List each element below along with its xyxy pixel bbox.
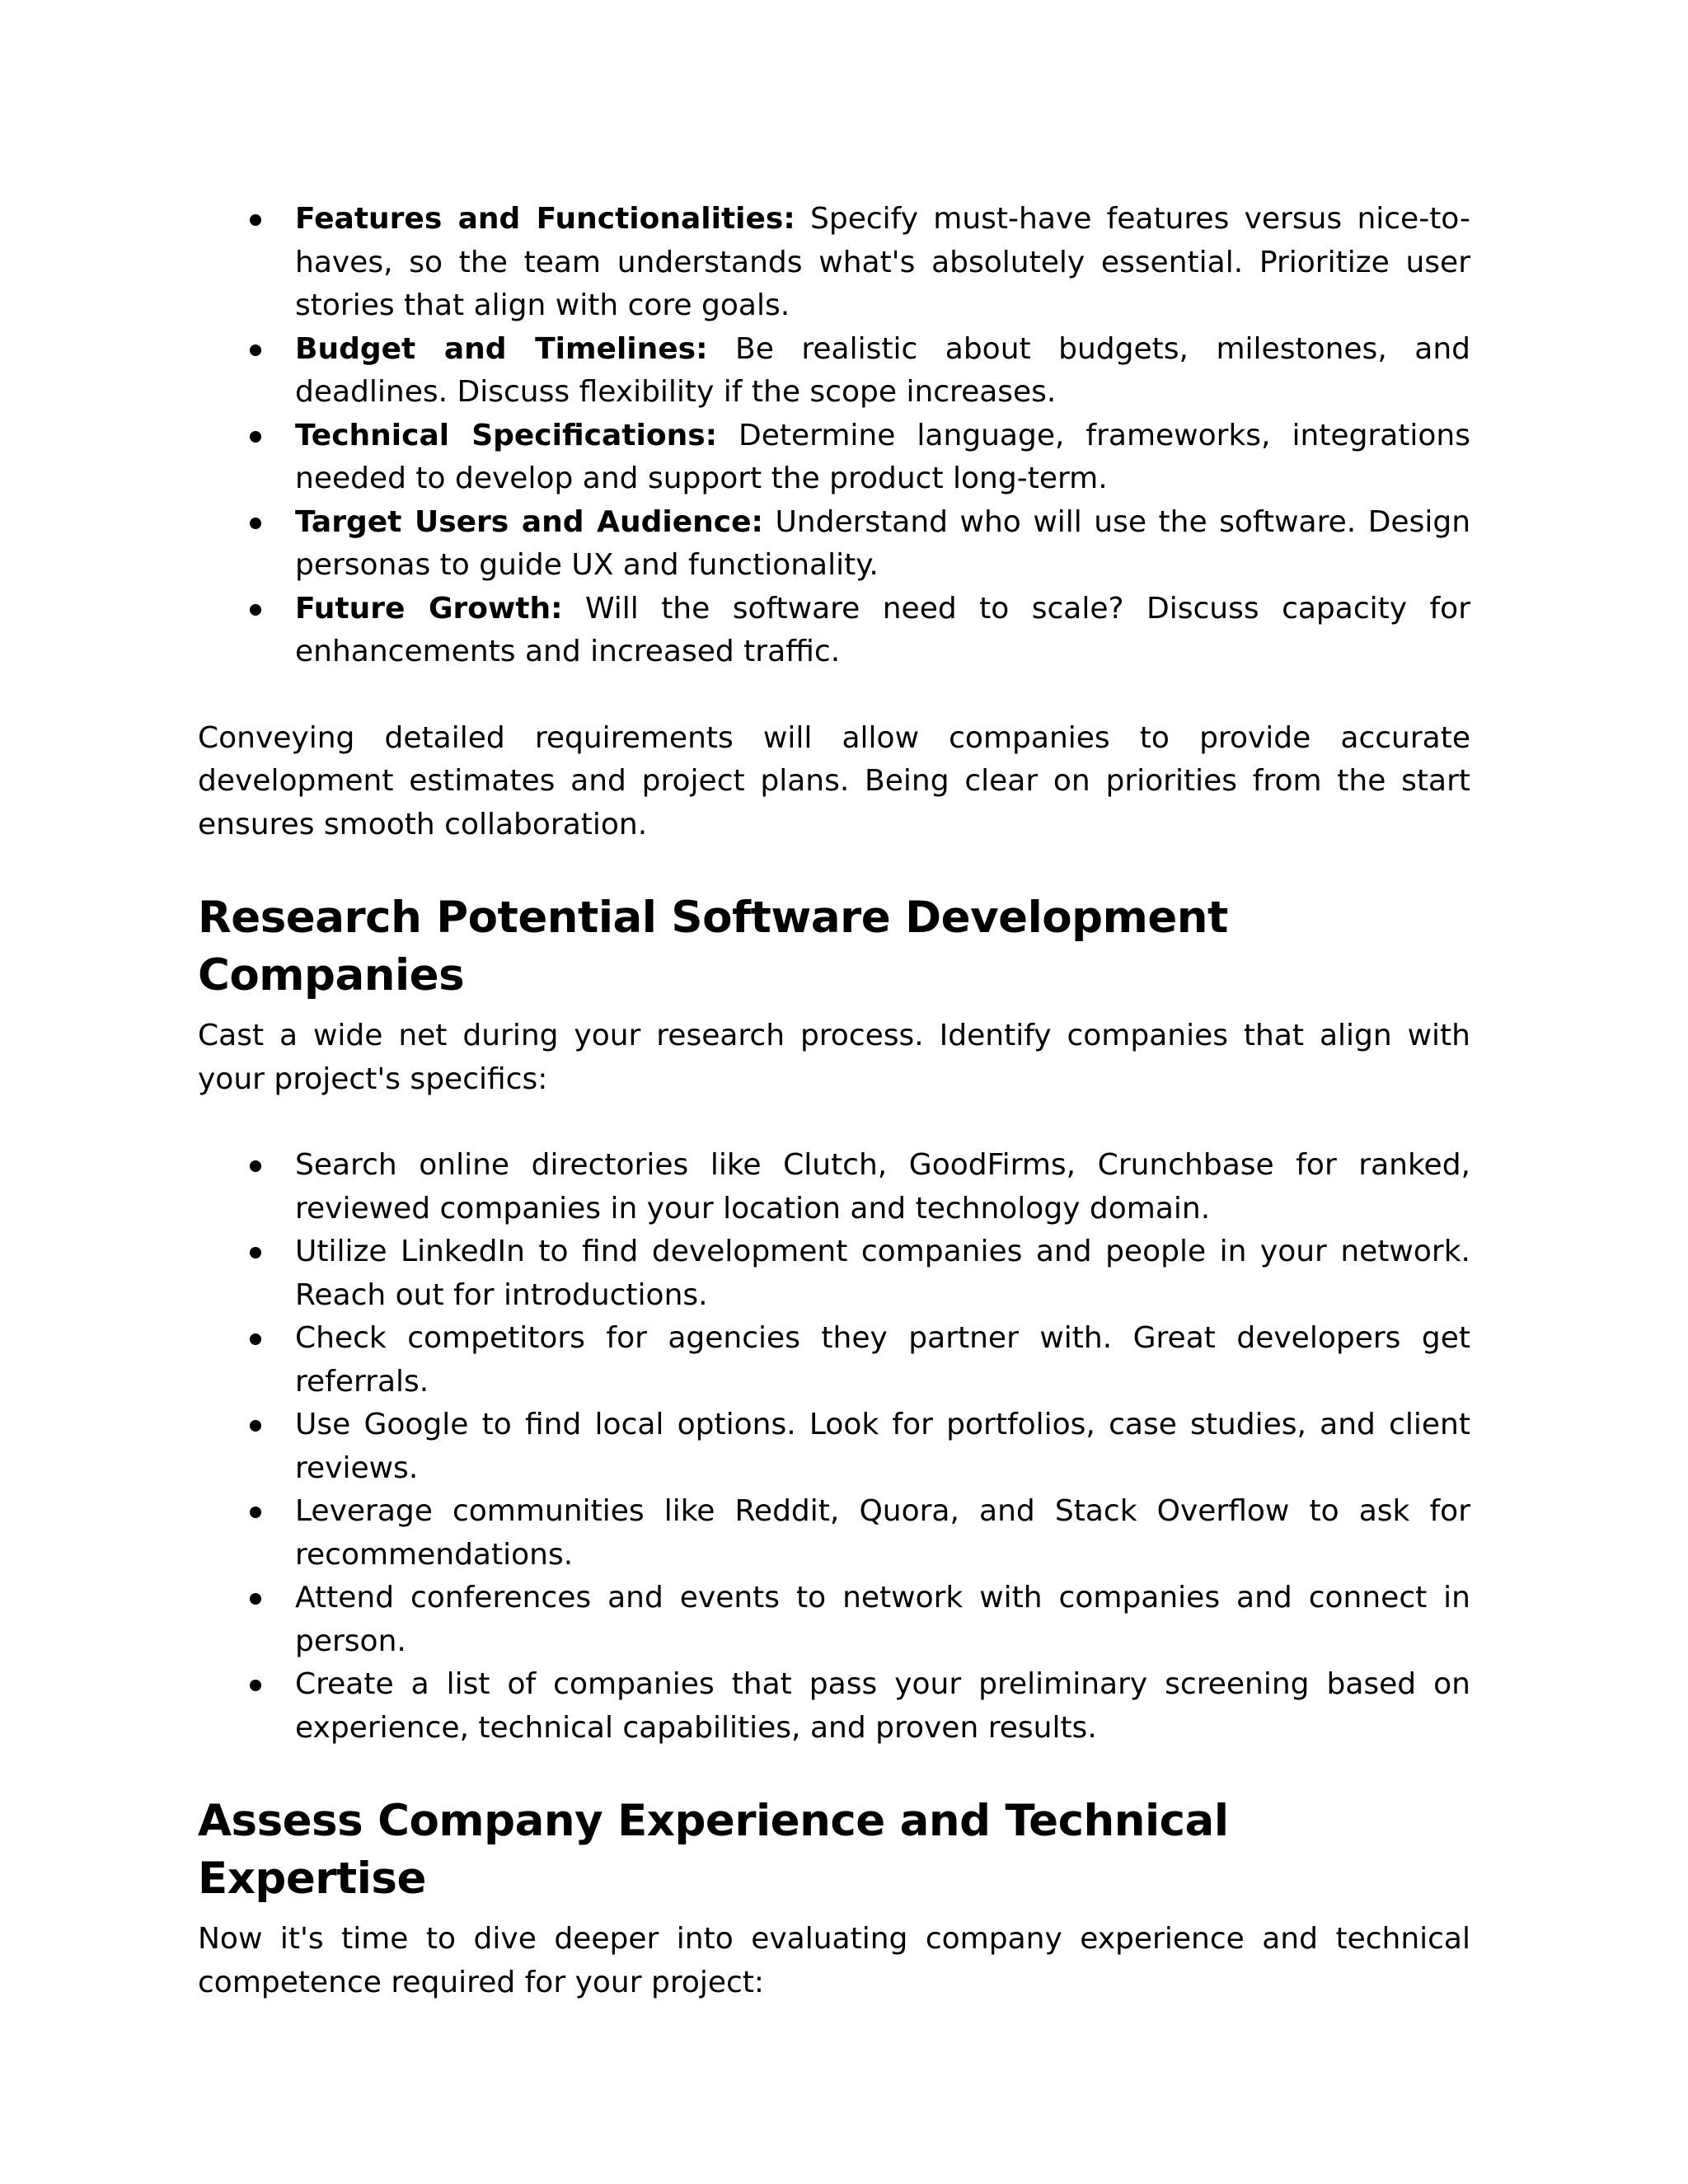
- bullet-dot-icon: [250, 214, 261, 226]
- list-item: [198, 501, 1470, 588]
- list-item-text: Be realistic about budgets, milestones, and deadlines. Discuss flexibility if the scope increases.: [295, 331, 1470, 409]
- list-item-text: Attend conferences and events to network with companies and connect in person.: [295, 1581, 1470, 1658]
- bullet-dot-icon: [250, 1160, 261, 1172]
- section-heading-research: Research Potential Software Development Companies: [198, 893, 1228, 1001]
- bullet-dot-icon: [250, 1680, 261, 1691]
- list-item: [198, 328, 1470, 415]
- list-item: [198, 1663, 1470, 1750]
- list-item-text: Check competitors for agencies they partner with. Great developers get referrals.: [295, 1321, 1470, 1399]
- list-item: [198, 1317, 1470, 1404]
- research-list: [198, 1144, 1470, 1750]
- list-item-text: Search online directories like Clutch, GoodFirms, Crunchbase for ranked, reviewed companies in your location and technology domain.: [295, 1148, 1470, 1226]
- list-item: [198, 1230, 1470, 1317]
- list-item-text: Will the software need to scale? Discuss capacity for enhancements and increased traffic.: [295, 591, 1470, 668]
- list-item-term: Budget and Timelines:: [295, 331, 708, 366]
- bullet-dot-icon: [250, 518, 261, 529]
- bullet-dot-icon: [250, 1333, 261, 1345]
- list-item-text: Utilize LinkedIn to find development companies and people in your network. Reach out for introductions.: [295, 1235, 1470, 1312]
- list-item-text: Use Google to find local options. Look for portfolios, case studies, and client reviews.: [295, 1408, 1470, 1485]
- bullet-dot-icon: [250, 344, 261, 356]
- list-item: [198, 198, 1470, 328]
- list-item: [198, 1144, 1470, 1230]
- assess-intro-paragraph: Now it's time to dive deeper into evaluating company experience and technical competence required for your project:: [198, 1922, 1470, 1999]
- list-item-term: Target Users and Audience:: [295, 504, 763, 539]
- bullet-dot-icon: [250, 1593, 261, 1605]
- list-item-term: Features and Functionalities:: [295, 202, 795, 236]
- document-page: [198, 198, 1470, 2004]
- list-item: [198, 1490, 1470, 1577]
- list-item: [198, 1577, 1470, 1663]
- requirements-summary-paragraph: Conveying detailed requirements will allow companies to provide accurate development estimates and project plans. Being clear on priorities from the start ensures smooth collaboration.: [198, 720, 1470, 841]
- list-item-term: Future Growth:: [295, 591, 563, 626]
- bullet-dot-icon: [250, 1247, 261, 1258]
- list-item-term: Technical Specifications:: [295, 418, 718, 452]
- list-item: [198, 415, 1470, 501]
- bullet-dot-icon: [250, 431, 261, 443]
- requirements-list: [198, 198, 1470, 674]
- bullet-dot-icon: [250, 604, 261, 616]
- list-item-text: Understand who will use the software. Design personas to guide UX and functionality.: [295, 504, 1471, 582]
- bullet-dot-icon: [250, 1507, 261, 1518]
- list-item-text: Create a list of companies that pass your preliminary screening based on experience, technical capabilities, and proven results.: [295, 1667, 1470, 1745]
- bullet-dot-icon: [250, 1420, 261, 1432]
- list-item-text: Specify must-have features versus nice-to-haves, so the team understands what's absolutely essential. Prioritize user stories that align with core goals.: [295, 202, 1470, 322]
- research-intro-paragraph: Cast a wide net during your research process. Identify companies that align with your project's specifics:: [198, 1019, 1470, 1096]
- list-item-text: Leverage communities like Reddit, Quora, and Stack Overflow to ask for recommendations.: [295, 1494, 1470, 1572]
- list-item-text: Determine language, frameworks, integrations needed to develop and support the product long-term.: [295, 418, 1470, 495]
- section-heading-assess: Assess Company Experience and Technical Expertise: [198, 1796, 1229, 1904]
- list-item: [198, 588, 1470, 674]
- list-item: [198, 1404, 1470, 1490]
